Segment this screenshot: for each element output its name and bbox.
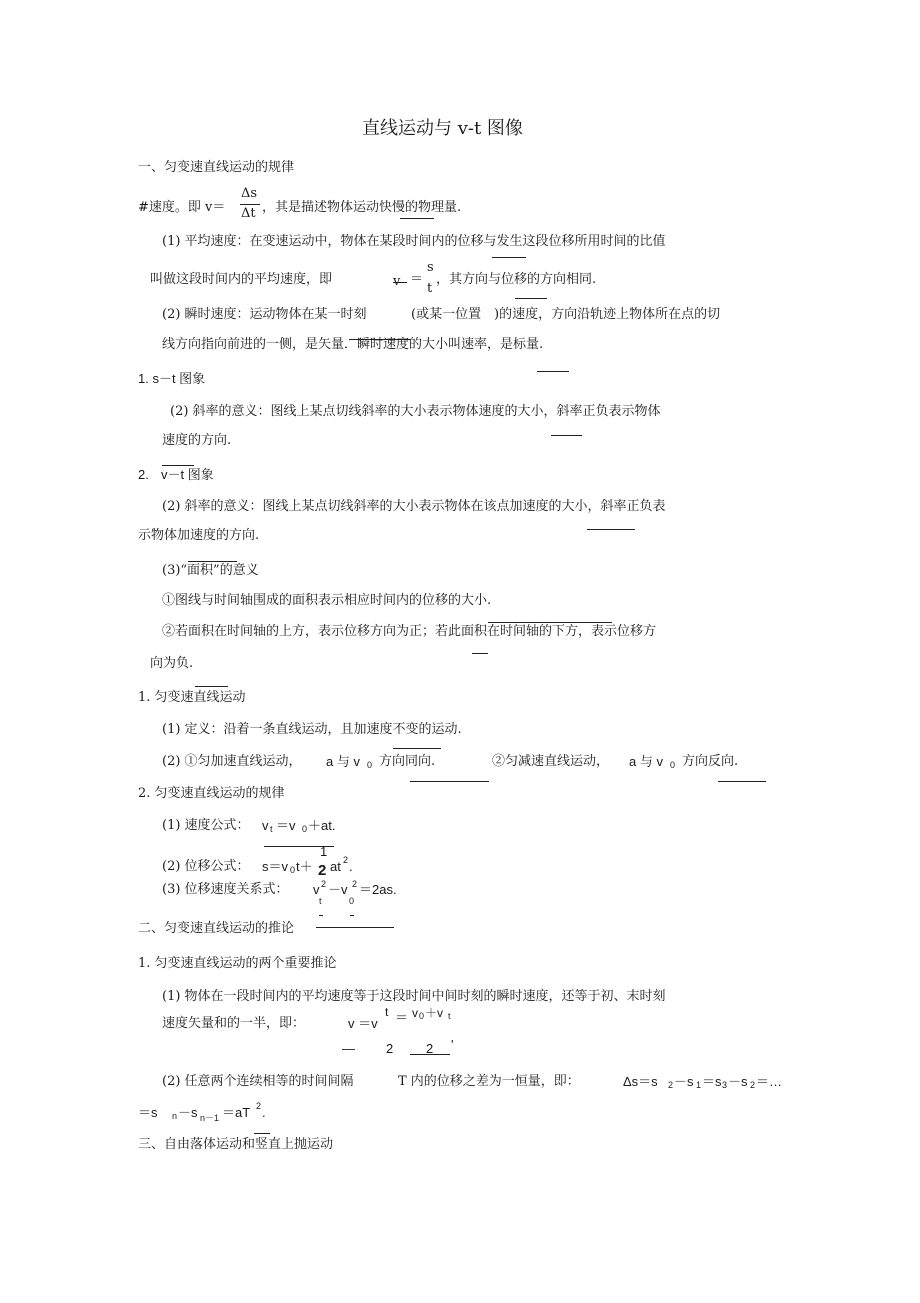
disp-formula-c: at xyxy=(330,859,341,874)
avg-speed-line2b: ，其方向与位移的方向相同. xyxy=(436,272,597,287)
corollary2-f-b: －s xyxy=(674,1074,694,1089)
avg-speed-line2a: 叫做这段时间内的平均速度，即 xyxy=(150,272,333,287)
uniform-types-b: a 与 v xyxy=(326,754,360,769)
st-slope-line1: (2) 斜率的意义：图线上某点切线斜率的大小表示物体速度的大小，斜率正负表示物体 xyxy=(170,404,661,419)
vd-formula-sub2: 0 xyxy=(349,896,355,906)
vd-formula-sup1: 2 xyxy=(321,879,327,889)
inst-speed-line2: 线方向指向前进的一侧，是矢量．瞬时速度的大小叫速率，是标量. xyxy=(162,337,544,352)
vel-formula-v: v xyxy=(262,818,269,833)
velocity-def-denominator: Δt xyxy=(241,206,256,221)
inst-speed-line1c: )的速度，方向沿轨迹上物体所在点的切 xyxy=(494,307,721,322)
uniform-types-a: (2) ①匀加速直线运动， xyxy=(162,754,302,769)
vel-formula-sub-0: 0 xyxy=(302,824,308,834)
page-title: 直线运动与 v-t 图像 xyxy=(362,118,523,139)
corollary2-line1b: T 内的位移之差为一恒量，即： xyxy=(398,1074,580,1089)
inst-speed-line1a: (2) 瞬时速度：运动物体在某一时刻 xyxy=(162,307,367,322)
corollary2-formula: Δs＝s xyxy=(623,1074,658,1089)
corollary2-f-sub2b: 2 xyxy=(750,1080,756,1090)
overline xyxy=(488,622,612,623)
vel-formula-label: (1) 速度公式： xyxy=(162,818,250,833)
vd-formula-sup2: 2 xyxy=(352,879,358,889)
corollary1-num-subt: t xyxy=(448,1011,451,1021)
corollary2-line1a: (2) 任意两个连续相等的时间间隔 xyxy=(162,1074,354,1089)
vt-graph-label: v－t 图象 xyxy=(161,467,214,482)
overline xyxy=(393,748,441,749)
disp-formula-a: s＝v xyxy=(262,859,289,874)
section2-heading: 二、匀变速直线运动的推论 xyxy=(138,921,295,936)
corollary2-f-sub3: 3 xyxy=(722,1080,728,1090)
overline xyxy=(349,339,411,340)
vel-formula-sub-t: t xyxy=(270,824,273,834)
underline xyxy=(551,435,582,436)
corollary2-f-sub2: 2 xyxy=(668,1080,674,1090)
uniform-types-f: 方向反向. xyxy=(682,754,739,769)
overline xyxy=(195,686,228,687)
laws-label: 2. 匀变速直线运动的规律 xyxy=(138,786,285,801)
corollary1-eq: ＝ xyxy=(395,1010,409,1025)
corollary2-line2b: －s xyxy=(178,1105,198,1120)
underline xyxy=(472,653,488,654)
velocity-def-suffix: ，其是描述物体运动快慢的物理量. xyxy=(262,200,462,215)
disp-formula-sup: 2 xyxy=(343,855,349,865)
st-graph-label: 1. s－t 图象 xyxy=(138,371,206,386)
avg-speed-eq: ＝ xyxy=(410,272,424,287)
corollary2-line2-subn1: n－1 xyxy=(200,1113,220,1123)
vd-formula-c: ＝2as. xyxy=(359,882,397,897)
corollary1-v: v ＝v xyxy=(348,1016,378,1031)
corollary2-f-c: ＝s xyxy=(702,1074,722,1089)
vd-formula-b: －v xyxy=(328,882,348,897)
uniform-types-b-sub: 0 xyxy=(367,760,373,770)
uniform-types-e-sub: 0 xyxy=(670,760,676,770)
underline xyxy=(537,371,569,372)
overline xyxy=(162,465,194,466)
section1-heading: 一、匀变速直线运动的规律 xyxy=(138,160,295,175)
vt-slope-line1: (2) 斜率的意义：图线上某点切线斜率的大小表示物体在该点加速度的大小，斜率正负表 xyxy=(162,499,666,514)
section3-heading: 三、自由落体运动和竖直上抛运动 xyxy=(138,1137,334,1152)
underline xyxy=(718,781,766,782)
underline xyxy=(587,529,635,530)
vd-formula-a: v xyxy=(313,882,320,897)
uniform-def: (1) 定义：沿着一条直线运动，且加速度不变的运动. xyxy=(162,722,462,737)
corollary1-num-plus: ＋v xyxy=(425,1006,444,1020)
vd-formula-sub1: t xyxy=(319,896,322,906)
corollary1-den-dash: — xyxy=(342,1041,355,1056)
vel-formula-rest-a: ＝v xyxy=(276,818,296,833)
uniform-types-e: a 与 v xyxy=(629,754,663,769)
corollary2-line2a: ＝s xyxy=(138,1105,158,1120)
underline xyxy=(515,298,547,299)
st-slope-line2: 速度的方向. xyxy=(162,433,232,448)
disp-formula-num: 1 xyxy=(320,844,328,859)
disp-formula-label: (2) 位移公式： xyxy=(162,859,250,874)
vt-slope-line2: 示物体加速度的方向. xyxy=(138,528,260,543)
corollary2-line2-subn: n xyxy=(172,1111,178,1121)
avg-speed-v: v xyxy=(393,274,401,289)
overline xyxy=(254,1133,270,1134)
mark xyxy=(350,915,354,916)
corollary2-line2-sup: 2 xyxy=(256,1101,262,1111)
disp-formula-d: . xyxy=(349,859,353,874)
vel-formula-rest-b: ＋at. xyxy=(308,818,336,833)
corollary2-line2c: ＝aT xyxy=(222,1105,251,1120)
underline xyxy=(316,927,394,928)
strike xyxy=(393,282,407,283)
avg-speed-line1: (1) 平均速度：在变速运动中，物体在某段时间内的位移与发生这段位移所用时间的比值 xyxy=(162,234,666,249)
corollary1-line2a: 速度矢量和的一半，即： xyxy=(162,1016,306,1031)
mark xyxy=(319,915,323,916)
corollary2-f-e: ＝… xyxy=(756,1074,783,1089)
area-point2b: 向为负. xyxy=(150,656,194,671)
disp-formula-den: 2 xyxy=(318,862,327,879)
disp-formula-sub-0: 0 xyxy=(290,865,296,875)
corollary1-tail: ' xyxy=(451,1037,454,1052)
corollary1-t: t xyxy=(385,1005,389,1019)
fraction-bar xyxy=(240,204,260,205)
underline xyxy=(492,257,526,258)
disp-formula-b: t＋ xyxy=(296,859,313,874)
overline xyxy=(188,561,237,562)
velocity-def-prefix: #速度。即 v＝ xyxy=(138,200,226,215)
vd-formula-label: (3) 位移速度关系式： xyxy=(162,882,289,897)
corollary-label: 1. 匀变速直线运动的两个重要推论 xyxy=(138,956,337,971)
inst-speed-line1b: (或某一位置 xyxy=(411,307,482,322)
underline xyxy=(400,218,434,219)
avg-speed-denominator: t xyxy=(427,281,433,296)
corollary1-line1: (1) 物体在一段时间内的平均速度等于这段时间中间时刻的瞬时速度，还等于初、末时刻 xyxy=(162,989,666,1004)
area-point1: ①图线与时间轴围成的面积表示相应时间内的位移的大小. xyxy=(162,593,492,608)
corollary1-num: v xyxy=(412,1006,418,1020)
uniform-types-d: ②匀减速直线运动， xyxy=(492,754,610,769)
corollary1-den-b: 2 xyxy=(426,1041,434,1056)
corollary2-line2d: . xyxy=(262,1105,266,1120)
corollary2-f-d: －s xyxy=(728,1074,748,1089)
corollary1-num-sub0: 0 xyxy=(419,1011,425,1021)
avg-speed-numerator: s xyxy=(427,260,434,275)
uniform-label: 1. 匀变速直线运动 xyxy=(138,690,246,705)
underline xyxy=(410,781,489,782)
vt-graph-num: 2. xyxy=(138,467,149,482)
area-point2a: ②若面积在时间轴的上方，表示位移方向为正；若此面积在时间轴的下方，表示位移方 xyxy=(162,624,657,639)
corollary2-f-sub1: 1 xyxy=(696,1080,702,1090)
area-label: (3)“面积”的意义 xyxy=(162,563,259,578)
uniform-types-c: 方向同向. xyxy=(379,754,436,769)
velocity-def-numerator: Δs xyxy=(241,186,258,201)
corollary1-den-a: 2 xyxy=(386,1041,394,1056)
